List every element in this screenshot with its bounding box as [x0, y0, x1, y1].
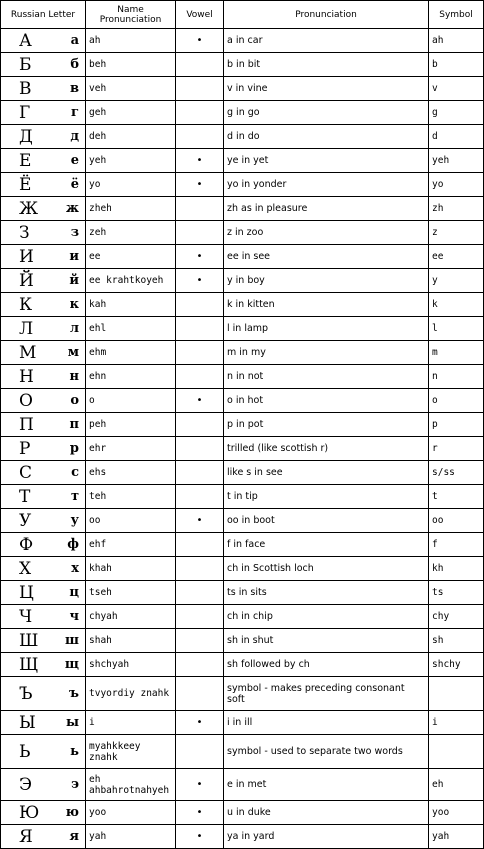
letter-cell — [1, 173, 86, 197]
letter-cell — [1, 711, 86, 735]
name-pronunciation-cell: yeh — [86, 149, 176, 173]
table-row — [1, 53, 484, 77]
name-pronunciation-cell: i — [86, 711, 176, 735]
uppercase-letter: К — [19, 294, 33, 315]
header-name-pronunciation: Name Pronunciation — [86, 1, 176, 29]
lowercase-letter: ч — [69, 608, 79, 624]
lowercase-letter: у — [70, 512, 79, 528]
table-row — [1, 437, 484, 461]
symbol-cell: s/ss — [429, 461, 484, 485]
name-pronunciation-cell: ehn — [86, 365, 176, 389]
letter-cell — [1, 245, 86, 269]
letter-cell — [1, 77, 86, 101]
lowercase-letter: п — [69, 416, 79, 432]
vowel-cell — [176, 413, 224, 437]
name-pronunciation-cell: o — [86, 389, 176, 413]
pronunciation-cell: y in boy — [224, 269, 429, 293]
uppercase-letter: А — [19, 30, 32, 51]
table-row — [1, 269, 484, 293]
header-symbol: Symbol — [429, 1, 484, 29]
table-row — [1, 149, 484, 173]
lowercase-letter: ш — [65, 632, 79, 648]
table-row — [1, 173, 484, 197]
vowel-cell — [176, 101, 224, 125]
name-pronunciation-cell: zheh — [86, 197, 176, 221]
table-row — [1, 341, 484, 365]
uppercase-letter: Ы — [19, 712, 36, 733]
symbol-cell: d — [429, 125, 484, 149]
vowel-cell — [176, 173, 224, 197]
table-row — [1, 653, 484, 677]
lowercase-letter: ф — [67, 536, 79, 552]
vowel-dot-icon: • — [196, 395, 203, 406]
vowel-cell — [176, 557, 224, 581]
vowel-dot-icon: • — [196, 179, 203, 190]
vowel-dot-icon: • — [196, 831, 203, 842]
lowercase-letter: к — [69, 296, 79, 312]
uppercase-letter: З — [19, 222, 30, 243]
lowercase-letter: г — [71, 104, 79, 120]
symbol-cell: zh — [429, 197, 484, 221]
letter-cell — [1, 365, 86, 389]
vowel-dot-icon: • — [196, 35, 203, 46]
table-row — [1, 735, 484, 769]
uppercase-letter: Т — [19, 486, 31, 507]
lowercase-letter: ю — [65, 804, 79, 820]
letter-cell — [1, 389, 86, 413]
lowercase-letter: н — [69, 368, 79, 384]
pronunciation-cell: oo in boot — [224, 509, 429, 533]
name-pronunciation-cell: shchyah — [86, 653, 176, 677]
uppercase-letter: Ъ — [19, 683, 33, 704]
symbol-cell: ts — [429, 581, 484, 605]
pronunciation-cell: ye in yet — [224, 149, 429, 173]
symbol-cell: b — [429, 53, 484, 77]
symbol-cell: p — [429, 413, 484, 437]
letter-cell — [1, 29, 86, 53]
symbol-cell — [429, 735, 484, 769]
letter-cell — [1, 341, 86, 365]
name-pronunciation-cell: zeh — [86, 221, 176, 245]
name-pronunciation-cell: ehf — [86, 533, 176, 557]
pronunciation-cell: n in not — [224, 365, 429, 389]
pronunciation-cell: ee in see — [224, 245, 429, 269]
pronunciation-cell: e in met — [224, 769, 429, 801]
uppercase-letter: Ф — [19, 534, 34, 555]
letter-cell — [1, 735, 86, 769]
symbol-cell: yo — [429, 173, 484, 197]
pronunciation-cell: ch in Scottish loch — [224, 557, 429, 581]
uppercase-letter: Л — [19, 318, 34, 339]
letter-cell — [1, 197, 86, 221]
pronunciation-cell: ch in chip — [224, 605, 429, 629]
vowel-cell — [176, 125, 224, 149]
letter-cell — [1, 533, 86, 557]
lowercase-letter: д — [70, 128, 79, 144]
table-row — [1, 245, 484, 269]
vowel-dot-icon: • — [196, 717, 203, 728]
name-pronunciation-cell: yah — [86, 825, 176, 849]
symbol-cell: g — [429, 101, 484, 125]
symbol-cell: t — [429, 485, 484, 509]
lowercase-letter: в — [69, 80, 79, 96]
lowercase-letter: я — [69, 828, 79, 844]
pronunciation-cell: b in bit — [224, 53, 429, 77]
vowel-cell — [176, 389, 224, 413]
uppercase-letter: У — [19, 510, 32, 531]
vowel-cell — [176, 533, 224, 557]
table-row — [1, 581, 484, 605]
lowercase-letter: ъ — [69, 685, 79, 701]
letter-cell — [1, 413, 86, 437]
table-row — [1, 461, 484, 485]
lowercase-letter: х — [71, 560, 79, 576]
header-vowel: Vowel — [176, 1, 224, 29]
uppercase-letter: Щ — [19, 654, 39, 675]
uppercase-letter: Ж — [19, 198, 39, 219]
uppercase-letter: Е — [19, 150, 32, 171]
pronunciation-cell: o in hot — [224, 389, 429, 413]
letter-cell — [1, 801, 86, 825]
vowel-cell — [176, 341, 224, 365]
table-row — [1, 677, 484, 711]
lowercase-letter: а — [70, 32, 79, 48]
symbol-cell: kh — [429, 557, 484, 581]
symbol-cell: yah — [429, 825, 484, 849]
pronunciation-cell: f in face — [224, 533, 429, 557]
vowel-cell — [176, 711, 224, 735]
uppercase-letter: Ю — [19, 802, 40, 823]
uppercase-letter: Ш — [19, 630, 39, 651]
uppercase-letter: Р — [19, 438, 31, 459]
pronunciation-cell: d in do — [224, 125, 429, 149]
name-pronunciation-cell: geh — [86, 101, 176, 125]
table-row — [1, 509, 484, 533]
lowercase-letter: л — [69, 320, 79, 336]
header-russian-letter: Russian Letter — [1, 1, 86, 29]
uppercase-letter: И — [19, 246, 34, 267]
symbol-cell: n — [429, 365, 484, 389]
uppercase-letter: Ё — [19, 174, 32, 195]
letter-cell — [1, 125, 86, 149]
uppercase-letter: Б — [19, 54, 32, 75]
vowel-cell — [176, 77, 224, 101]
letter-cell — [1, 605, 86, 629]
lowercase-letter: е — [70, 152, 79, 168]
table-row — [1, 533, 484, 557]
symbol-cell: l — [429, 317, 484, 341]
symbol-cell: yeh — [429, 149, 484, 173]
uppercase-letter: О — [19, 390, 33, 411]
symbol-cell — [429, 677, 484, 711]
name-pronunciation-cell: tseh — [86, 581, 176, 605]
vowel-cell — [176, 653, 224, 677]
symbol-cell: y — [429, 269, 484, 293]
lowercase-letter: и — [69, 248, 79, 264]
name-pronunciation-cell: chyah — [86, 605, 176, 629]
pronunciation-cell: symbol - used to separate two words — [224, 735, 429, 769]
symbol-cell: shchy — [429, 653, 484, 677]
pronunciation-cell: yo in yonder — [224, 173, 429, 197]
vowel-cell — [176, 509, 224, 533]
table-row — [1, 197, 484, 221]
symbol-cell: v — [429, 77, 484, 101]
symbol-cell: ee — [429, 245, 484, 269]
letter-cell — [1, 269, 86, 293]
table-row — [1, 485, 484, 509]
symbol-cell: sh — [429, 629, 484, 653]
lowercase-letter: о — [70, 392, 79, 408]
letter-cell — [1, 293, 86, 317]
name-pronunciation-cell: yoo — [86, 801, 176, 825]
vowel-cell — [176, 769, 224, 801]
vowel-dot-icon: • — [196, 515, 203, 526]
symbol-cell: o — [429, 389, 484, 413]
uppercase-letter: Й — [19, 270, 34, 291]
table-row — [1, 365, 484, 389]
table-row — [1, 801, 484, 825]
pronunciation-cell: v in vine — [224, 77, 429, 101]
lowercase-letter: м — [67, 344, 79, 360]
vowel-cell — [176, 629, 224, 653]
table-row — [1, 825, 484, 849]
lowercase-letter: б — [70, 56, 79, 72]
name-pronunciation-cell: ehs — [86, 461, 176, 485]
letter-cell — [1, 629, 86, 653]
letter-cell — [1, 653, 86, 677]
pronunciation-cell: z in zoo — [224, 221, 429, 245]
symbol-cell: z — [429, 221, 484, 245]
uppercase-letter: Х — [19, 558, 32, 579]
table-row — [1, 101, 484, 125]
uppercase-letter: В — [19, 78, 32, 99]
name-pronunciation-cell: tvyordiy znahk — [86, 677, 176, 711]
vowel-dot-icon: • — [196, 779, 203, 790]
letter-cell — [1, 825, 86, 849]
uppercase-letter: Э — [19, 774, 33, 795]
name-pronunciation-cell: ah — [86, 29, 176, 53]
symbol-cell: chy — [429, 605, 484, 629]
vowel-cell — [176, 485, 224, 509]
lowercase-letter: з — [70, 224, 79, 240]
pronunciation-cell: u in duke — [224, 801, 429, 825]
table-row — [1, 769, 484, 801]
pronunciation-cell: ya in yard — [224, 825, 429, 849]
name-pronunciation-cell: ehr — [86, 437, 176, 461]
symbol-cell: i — [429, 711, 484, 735]
vowel-cell — [176, 825, 224, 849]
uppercase-letter: Я — [19, 826, 33, 847]
lowercase-letter: ы — [65, 714, 79, 730]
lowercase-letter: щ — [64, 656, 79, 672]
vowel-cell — [176, 149, 224, 173]
symbol-cell: eh — [429, 769, 484, 801]
name-pronunciation-cell: ehl — [86, 317, 176, 341]
table-row — [1, 221, 484, 245]
name-pronunciation-cell: shah — [86, 629, 176, 653]
vowel-dot-icon: • — [196, 155, 203, 166]
name-pronunciation-cell: deh — [86, 125, 176, 149]
lowercase-letter: р — [69, 440, 79, 456]
name-pronunciation-cell: kah — [86, 293, 176, 317]
name-pronunciation-cell: yo — [86, 173, 176, 197]
name-pronunciation-cell: eh ahbahrotnahyeh — [86, 769, 176, 801]
lowercase-letter: й — [69, 272, 79, 288]
letter-cell — [1, 221, 86, 245]
table-row — [1, 629, 484, 653]
header-pronunciation: Pronunciation — [224, 1, 429, 29]
symbol-cell: yoo — [429, 801, 484, 825]
pronunciation-cell: sh in shut — [224, 629, 429, 653]
vowel-cell — [176, 269, 224, 293]
symbol-cell: ah — [429, 29, 484, 53]
vowel-cell — [176, 801, 224, 825]
uppercase-letter: Н — [19, 366, 34, 387]
symbol-cell: k — [429, 293, 484, 317]
pronunciation-cell: a in car — [224, 29, 429, 53]
vowel-cell — [176, 365, 224, 389]
name-pronunciation-cell: ehm — [86, 341, 176, 365]
lowercase-letter: т — [70, 488, 79, 504]
uppercase-letter: М — [19, 342, 37, 363]
pronunciation-cell: i in ill — [224, 711, 429, 735]
name-pronunciation-cell: ee krahtkoyeh — [86, 269, 176, 293]
letter-cell — [1, 149, 86, 173]
letter-cell — [1, 317, 86, 341]
table-row — [1, 125, 484, 149]
table-body — [1, 29, 484, 849]
letter-cell — [1, 769, 86, 801]
pronunciation-cell: m in my — [224, 341, 429, 365]
vowel-cell — [176, 221, 224, 245]
uppercase-letter: П — [19, 414, 34, 435]
pronunciation-cell: sh followed by ch — [224, 653, 429, 677]
table-row — [1, 29, 484, 53]
pronunciation-cell: p in pot — [224, 413, 429, 437]
letter-cell — [1, 677, 86, 711]
name-pronunciation-cell: oo — [86, 509, 176, 533]
vowel-dot-icon: • — [196, 251, 203, 262]
pronunciation-cell: k in kitten — [224, 293, 429, 317]
symbol-cell: f — [429, 533, 484, 557]
letter-cell — [1, 101, 86, 125]
name-pronunciation-cell: beh — [86, 53, 176, 77]
vowel-cell — [176, 53, 224, 77]
symbol-cell: oo — [429, 509, 484, 533]
name-pronunciation-cell: veh — [86, 77, 176, 101]
table-row — [1, 557, 484, 581]
lowercase-letter: э — [71, 776, 79, 792]
header-row — [1, 1, 484, 29]
vowel-cell — [176, 677, 224, 711]
vowel-cell — [176, 317, 224, 341]
letter-cell — [1, 557, 86, 581]
uppercase-letter: С — [19, 462, 33, 483]
name-pronunciation-cell: ee — [86, 245, 176, 269]
pronunciation-cell: zh as in pleasure — [224, 197, 429, 221]
letter-cell — [1, 437, 86, 461]
table-row — [1, 413, 484, 437]
symbol-cell: r — [429, 437, 484, 461]
lowercase-letter: с — [71, 464, 79, 480]
pronunciation-cell: l in lamp — [224, 317, 429, 341]
lowercase-letter: ц — [69, 584, 79, 600]
table-row — [1, 77, 484, 101]
vowel-cell — [176, 197, 224, 221]
table-row — [1, 293, 484, 317]
letter-cell — [1, 485, 86, 509]
pronunciation-cell: ts in sits — [224, 581, 429, 605]
vowel-cell — [176, 293, 224, 317]
letter-cell — [1, 53, 86, 77]
vowel-cell — [176, 461, 224, 485]
uppercase-letter: Ч — [19, 606, 33, 627]
table-row — [1, 389, 484, 413]
name-pronunciation-cell: teh — [86, 485, 176, 509]
uppercase-letter: Ц — [19, 582, 34, 603]
vowel-cell — [176, 29, 224, 53]
vowel-cell — [176, 735, 224, 769]
vowel-cell — [176, 581, 224, 605]
vowel-cell — [176, 245, 224, 269]
pronunciation-cell: t in tip — [224, 485, 429, 509]
uppercase-letter: Г — [19, 102, 31, 123]
table-row — [1, 605, 484, 629]
vowel-dot-icon: • — [196, 275, 203, 286]
lowercase-letter: ж — [65, 200, 79, 216]
lowercase-letter: ё — [70, 176, 79, 192]
uppercase-letter: Ь — [19, 741, 31, 762]
vowel-cell — [176, 437, 224, 461]
pronunciation-cell: like s in see — [224, 461, 429, 485]
lowercase-letter: ь — [70, 743, 79, 759]
pronunciation-cell: trilled (like scottish r) — [224, 437, 429, 461]
letter-cell — [1, 461, 86, 485]
vowel-cell — [176, 605, 224, 629]
vowel-dot-icon: • — [196, 807, 203, 818]
pronunciation-cell: g in go — [224, 101, 429, 125]
letter-cell — [1, 581, 86, 605]
name-pronunciation-cell: khah — [86, 557, 176, 581]
pronunciation-cell: symbol - makes preceding consonant soft — [224, 677, 429, 711]
symbol-cell: m — [429, 341, 484, 365]
name-pronunciation-cell: peh — [86, 413, 176, 437]
uppercase-letter: Д — [19, 126, 33, 147]
table-row — [1, 317, 484, 341]
table-row — [1, 711, 484, 735]
letter-cell — [1, 509, 86, 533]
name-pronunciation-cell: myahkkeey znahk — [86, 735, 176, 769]
